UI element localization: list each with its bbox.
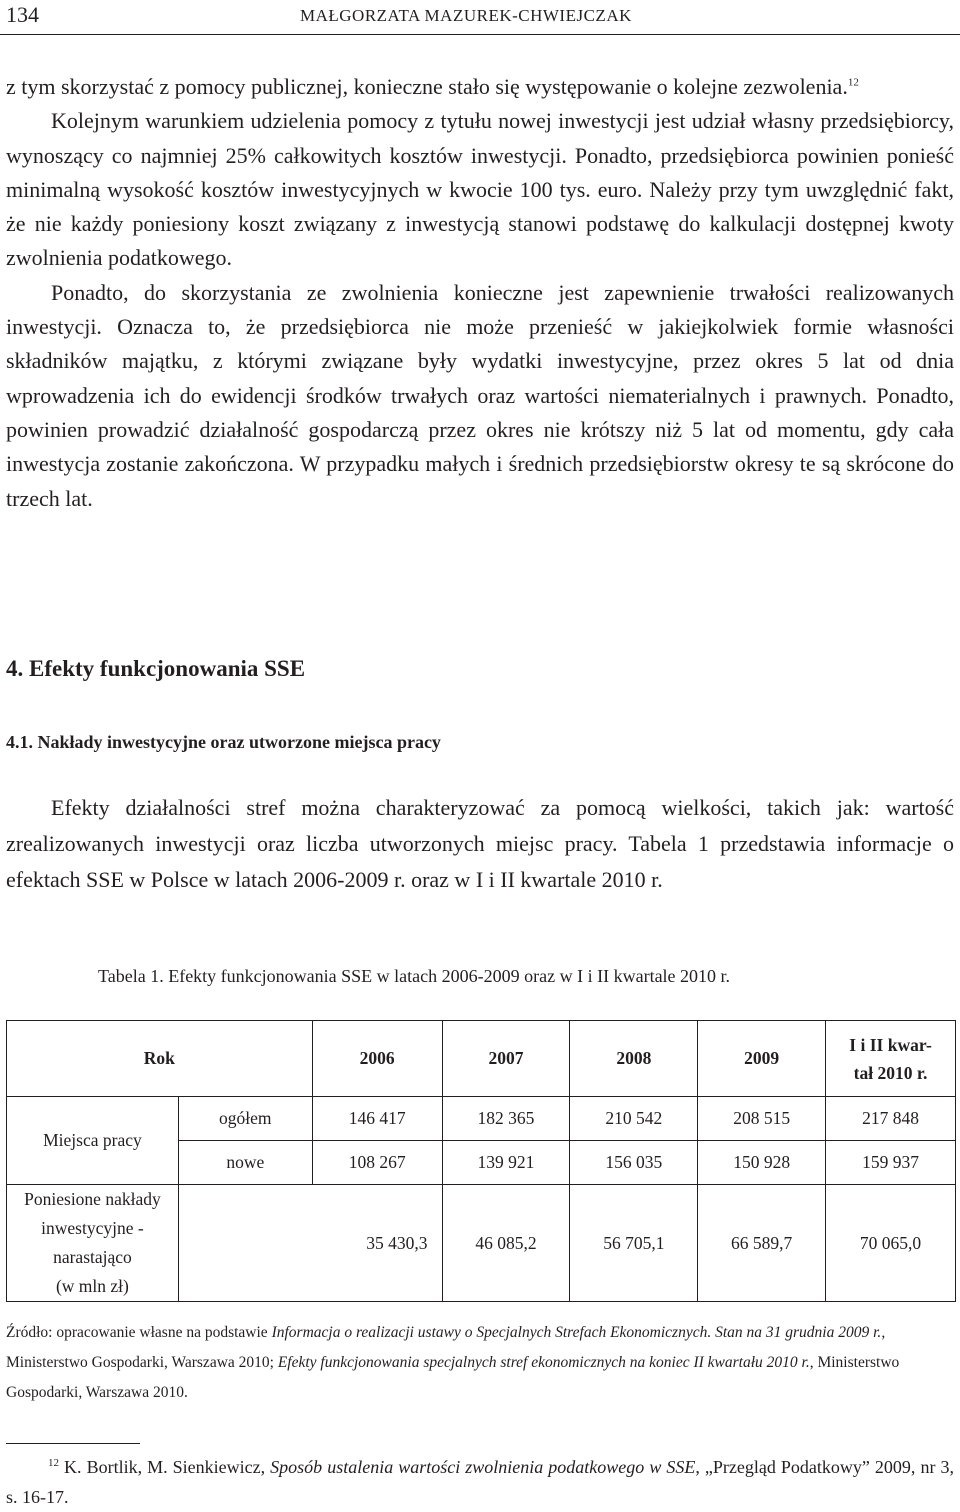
header-2010-line2: tał 2010 r.: [853, 1062, 928, 1083]
row-label-new: nowe: [178, 1141, 312, 1185]
row-label-total: ogółem: [178, 1097, 312, 1141]
table-cell: 70 065,0: [826, 1185, 956, 1302]
table-cell: 66 589,7: [698, 1185, 826, 1302]
table-cell: 35 430,3: [178, 1185, 442, 1302]
footnote-title: Sposób ustalenia wartości zwolnienia podatkowego w SSE: [270, 1457, 696, 1477]
table-row: [7, 1097, 956, 1141]
paragraph-2: Kolejnym warunkiem udzielenia pomocy z tytułu nowej inwestycji jest udział własny przedsiębiorcy, wynoszący co najmniej 25% całkowitych kosztów inwestycji. Ponadto, przedsiębiorca powinien ponieść minimalną wysokość kosztów inwestycyjnych w kwocie 100 tys. euro. Należy przy tym uwzględnić fakt, że nie każdy poniesiony koszt związany z inwestycją stanowi podstawę do kalkulacji dostępnej kwoty zwolnienia podatkowego.: [6, 108, 954, 271]
source-title-2: Efekty funkcjonowania specjalnych stref ekonomicznych na koniec II kwartału 2010 r.: [277, 1354, 810, 1371]
body-text-2: [6, 790, 954, 898]
header-2010: [826, 1021, 956, 1097]
table-cell: 56 705,1: [570, 1185, 698, 1302]
paragraph-3: Ponadto, do skorzystania ze zwolnienia konieczne jest zapewnienie trwałości realizowanych inwestycji. Oznacza to, że przedsiębiorca nie może przenieść w jakiejkolwiek formie własności składników majątku, z którymi związane były wydatki inwestycyjne, przez okres 5 lat od dnia wprowadzenia ich do ewidencji środków trwałych oraz wartości niematerialnych i prawnych. Ponadto, powinien prowadzić działalność gospodarczą przez okres nie krótszy niż 5 lat od momentu, gdy cała inwestycja zostanie zakończona. W przypadku małych i średnich przedsiębiorstw okresy te są skrócone do trzech lat.: [6, 279, 954, 511]
table-cell: 150 928: [698, 1141, 826, 1185]
table-source: [6, 1318, 954, 1408]
header-year-2008: 2008: [570, 1021, 698, 1097]
header-2010-line1: I i II kwar-: [849, 1034, 932, 1055]
source-title-1: Informacja o realizacji ustawy o Specjalnych Strefach Ekonomicznych. Stan na 31 grudnia 2009 r.: [271, 1324, 882, 1341]
section-heading: 4. Efekty funkcjonowania SSE: [6, 656, 306, 681]
page-number: 134: [6, 2, 39, 27]
footnote-authors: K. Bortlik, M. Sienkiewicz,: [59, 1457, 271, 1477]
header-year-2007: 2007: [442, 1021, 570, 1097]
header-rok: Rok: [7, 1021, 313, 1097]
invest-label: [7, 1185, 179, 1302]
header-year-2006: 2006: [312, 1021, 442, 1097]
invest-label-line2: inwestycyjne - narastająco: [41, 1218, 144, 1267]
footnote-number: 12: [48, 1457, 59, 1469]
body-text: [6, 70, 954, 516]
table-cell: 208 515: [698, 1097, 826, 1141]
source-suffix: , Ministerstwo Gospodarki, Warszawa 2010.: [6, 1354, 900, 1401]
table-cell: 146 417: [312, 1097, 442, 1141]
source-mid: , Ministerstwo Gospodarki, Warszawa 2010;: [6, 1324, 886, 1371]
page-header: [0, 0, 960, 30]
running-head: MAŁGORZATA MAZUREK-CHWIEJCZAK: [300, 6, 632, 25]
footnote-rest: , „Przegląd Podatkowy” 2009, nr 3, s. 16-17.: [6, 1457, 954, 1507]
paragraph-4: Efekty działalności stref można charakteryzować za pomocą wielkości, takich jak: wartość zrealizowanych inwestycji oraz liczba utworzonych miejsc pracy. Tabela 1 przedstawia informacje o efektach SSE w Polsce w latach 2006-2009 r. oraz w I i II kwartale 2010 r.: [6, 795, 954, 892]
invest-label-line1: Poniesione nakłady: [24, 1189, 161, 1209]
results-table: [6, 1020, 956, 1302]
table-header-row: [7, 1021, 956, 1097]
source-prefix: Źródło: opracowanie własne na podstawie: [6, 1324, 272, 1341]
table-caption: Tabela 1. Efekty funkcjonowania SSE w latach 2006-2009 oraz w I i II kwartale 2010 r.: [98, 966, 731, 986]
subsection-heading: 4.1. Nakłady inwestycyjne oraz utworzone miejsca pracy: [6, 732, 441, 752]
table-cell: 46 085,2: [442, 1185, 570, 1302]
paragraph-1: [6, 70, 954, 104]
header-year-2009: 2009: [698, 1021, 826, 1097]
table-cell: 108 267: [312, 1141, 442, 1185]
table-cell: 217 848: [826, 1097, 956, 1141]
header-rule: [0, 34, 960, 35]
footnote-rule: [6, 1443, 140, 1444]
paragraph-1-text: z tym skorzystać z pomocy publicznej, konieczne stało się występowanie o kolejne zezwolenia.: [6, 74, 848, 99]
table-cell: 182 365: [442, 1097, 570, 1141]
table-cell: 159 937: [826, 1141, 956, 1185]
table-row: [7, 1185, 956, 1302]
table-cell: 156 035: [570, 1141, 698, 1185]
jobs-label: Miejsca pracy: [7, 1097, 179, 1185]
table-cell: 139 921: [442, 1141, 570, 1185]
table-cell: 210 542: [570, 1097, 698, 1141]
footnote-12: [6, 1452, 954, 1512]
footnote-ref-12[interactable]: 12: [847, 76, 859, 89]
invest-label-line3: (w mln zł): [55, 1276, 129, 1296]
